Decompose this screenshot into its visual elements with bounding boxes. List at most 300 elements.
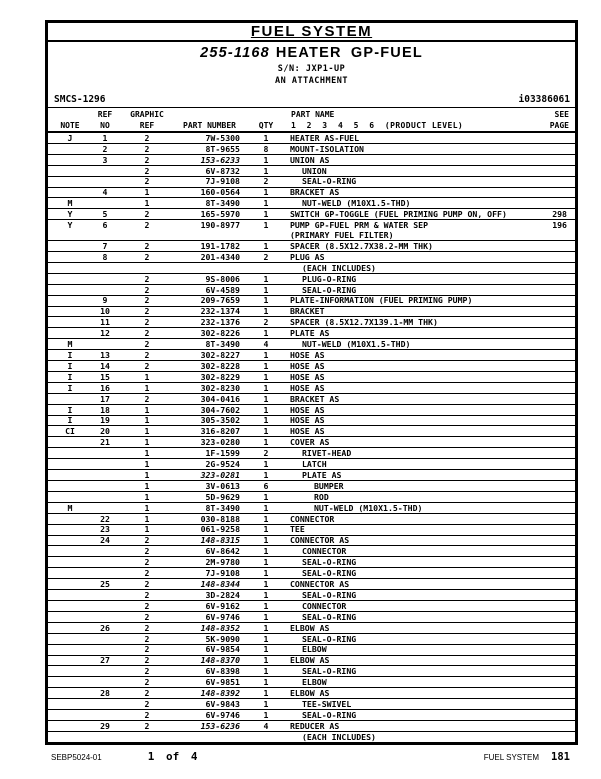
- ref-no-cell: [92, 198, 118, 208]
- see-page-cell: [521, 459, 575, 469]
- qty-cell: 1: [263, 491, 269, 502]
- graphic-ref-cell: 2: [144, 622, 150, 633]
- part-number-cell: 6V-9746: [205, 611, 240, 622]
- graphic-ref-cell: 2: [144, 295, 150, 306]
- graphic-ref-cell: 2: [144, 360, 150, 371]
- graphic-ref-cell: 2: [144, 579, 150, 589]
- see-page-cell: [521, 470, 575, 480]
- table-row: [48, 415, 575, 426]
- qty-cell: 1: [263, 622, 269, 633]
- part-name-cell: PLUG-O-RING: [302, 273, 357, 284]
- graphic-ref-cell: 1: [144, 491, 150, 502]
- section-title: FUEL SYSTEM: [250, 23, 373, 40]
- ref-no-cell: [92, 601, 118, 611]
- table-row: [48, 622, 575, 633]
- part-name-cell: SEAL-O-RING: [302, 633, 357, 644]
- graphic-ref-cell: 1: [144, 198, 150, 209]
- note-cell: [48, 155, 92, 165]
- part-number-cell: 153-6236: [200, 720, 240, 731]
- see-page-cell: [521, 252, 575, 262]
- graphic-ref-cell: 2: [144, 393, 150, 404]
- table-row: [48, 327, 575, 338]
- graphic-ref-cell: 2: [144, 600, 150, 611]
- note-cell: [48, 557, 92, 567]
- qty-cell: 1: [263, 557, 269, 568]
- part-number-cell: 5D-9629: [205, 491, 240, 502]
- qty-cell: 1: [263, 132, 269, 143]
- qty-cell: [243, 263, 289, 273]
- graphic-ref-cell: 1: [144, 502, 150, 513]
- ref-no-cell: 10: [100, 306, 110, 317]
- part-number-cell: 5K-9090: [205, 633, 240, 644]
- ref-no-cell: [92, 263, 118, 273]
- table-row: [48, 611, 575, 622]
- graphic-ref-cell: 1: [144, 480, 150, 491]
- part-name-cell: HOSE AS: [290, 426, 325, 437]
- part-name-cell: NUT-WELD (M10X1.5-THD): [302, 198, 411, 209]
- part-number-cell: 6V-4589: [205, 284, 240, 295]
- ref-no-cell: [92, 634, 118, 644]
- table-row: [48, 197, 575, 208]
- graphic-ref-cell: 1: [144, 524, 150, 535]
- part-number-cell: 2G-9524: [205, 459, 240, 470]
- see-page-cell: [521, 677, 575, 687]
- ref-no-cell: 15: [100, 371, 110, 382]
- see-page-cell: [521, 350, 575, 360]
- part-number-cell: 1F-1599: [205, 448, 240, 459]
- ref-no-cell: 24: [100, 535, 110, 546]
- graphic-ref-cell: 2: [144, 143, 150, 154]
- graphic-ref-cell: 2: [144, 709, 150, 720]
- col-header-part-number: PART NUMBER: [183, 121, 236, 130]
- see-page-cell: [521, 166, 575, 176]
- note-cell: [48, 307, 92, 317]
- table-row: [48, 176, 575, 187]
- ref-no-cell: [92, 503, 118, 513]
- ref-no-cell: [92, 612, 118, 622]
- graphic-ref-cell: 2: [144, 154, 150, 165]
- qty-cell: [243, 732, 289, 742]
- col-header-see: SEE: [554, 110, 569, 119]
- part-name-cell: ELBOW AS: [290, 655, 330, 666]
- part-number-cell: 302-8228: [200, 360, 240, 371]
- ref-no-cell: 9: [102, 295, 108, 306]
- page-title: [48, 45, 575, 61]
- ref-no-cell: [92, 557, 118, 567]
- see-page-cell: [521, 503, 575, 513]
- note-cell: [48, 448, 92, 458]
- part-number-cell: 6V-9843: [205, 698, 240, 709]
- table-row: [48, 371, 575, 382]
- part-name-cell: PLATE AS: [290, 328, 330, 339]
- ref-no-cell: [92, 177, 118, 187]
- part-number-cell: 302-8226: [200, 328, 240, 339]
- qty-cell: 1: [263, 579, 269, 589]
- part-name-cell: COVER AS: [290, 437, 330, 448]
- qty-cell: 1: [263, 677, 269, 688]
- qty-cell: 1: [263, 273, 269, 284]
- qty-cell: 8: [263, 143, 269, 154]
- qty-cell: [243, 230, 289, 240]
- part-name-cell: MOUNT-ISOLATION: [290, 143, 364, 154]
- table-row: [48, 436, 575, 447]
- part-name-cell: TEE: [290, 524, 305, 535]
- part-number-cell: 302-8227: [200, 349, 240, 360]
- graphic-ref-cell: 2: [144, 611, 150, 622]
- part-name-cell: (EACH INCLUDES): [302, 262, 376, 273]
- publication-code: SEBP5024-01: [51, 753, 102, 762]
- qty-cell: 1: [263, 220, 269, 231]
- table-row: [48, 143, 575, 154]
- part-name-cell: SEAL-O-RING: [302, 611, 357, 622]
- note-cell: [48, 623, 92, 633]
- qty-cell: 1: [263, 415, 269, 426]
- table-row: [48, 133, 575, 143]
- part-number-cell: 190-8977: [200, 220, 240, 231]
- graphic-ref-cell: 2: [144, 240, 150, 251]
- part-number-cell: 7J-9108: [205, 176, 240, 187]
- ref-no-cell: 6: [102, 220, 108, 231]
- part-number-cell: 165-5970: [200, 209, 240, 220]
- qty-cell: 1: [263, 600, 269, 611]
- ref-no-cell: 7: [102, 240, 108, 251]
- ref-no-cell: [92, 732, 118, 742]
- part-name-cell: HEATER AS-FUEL: [290, 132, 360, 143]
- parts-table-body: [48, 133, 575, 742]
- part-name-cell: HOSE AS: [290, 371, 325, 382]
- see-page-cell: [521, 492, 575, 502]
- part-name-cell: (PRIMARY FUEL FILTER): [290, 230, 394, 240]
- qty-cell: 2: [263, 251, 269, 262]
- graphic-ref-cell: 2: [144, 698, 150, 709]
- part-number-cell: [176, 230, 243, 240]
- part-number-cell: 302-8229: [200, 371, 240, 382]
- see-page-cell: [521, 514, 575, 524]
- part-name-cell: ELBOW: [302, 677, 327, 688]
- part-name-cell: PLATE AS: [302, 469, 342, 480]
- ref-no-cell: 13: [100, 349, 110, 360]
- part-name-cell: SEAL-O-RING: [302, 709, 357, 720]
- part-number-cell: 8T-3490: [205, 502, 240, 513]
- note-cell: [48, 688, 92, 698]
- note-cell: [48, 274, 92, 284]
- note-cell: I: [67, 371, 73, 382]
- ref-no-cell: [92, 166, 118, 176]
- qty-cell: 1: [263, 698, 269, 709]
- table-row: [48, 165, 575, 176]
- note-cell: J: [67, 132, 73, 143]
- part-number-cell: 6V-9162: [205, 600, 240, 611]
- qty-cell: 2: [263, 448, 269, 459]
- part-number-cell: 148-8370: [200, 655, 240, 666]
- qty-cell: 1: [263, 459, 269, 470]
- see-page-cell: [521, 623, 575, 633]
- table-row: [48, 698, 575, 709]
- col-header-see-page: PAGE: [549, 121, 569, 130]
- graphic-ref-cell: 2: [144, 317, 150, 328]
- qty-cell: 1: [263, 644, 269, 655]
- part-number-cell: 7W-5300: [205, 132, 240, 143]
- qty-cell: 1: [263, 655, 269, 666]
- table-row: [48, 262, 575, 273]
- note-cell: [48, 317, 92, 327]
- table-row: [48, 600, 575, 611]
- graphic-ref-cell: 2: [144, 251, 150, 262]
- part-number-cell: 8T-9655: [205, 143, 240, 154]
- see-page-cell: [521, 666, 575, 676]
- graphic-ref-cell: 2: [144, 589, 150, 600]
- table-row: [48, 644, 575, 655]
- note-cell: [48, 241, 92, 251]
- part-name-cell: SEAL-O-RING: [302, 557, 357, 568]
- part-name-cell: HOSE AS: [290, 404, 325, 415]
- qty-cell: 1: [263, 633, 269, 644]
- ref-no-cell: [92, 481, 118, 491]
- part-name-cell: NUT-WELD (M10X1.5-THD): [314, 502, 423, 513]
- qty-cell: 4: [263, 720, 269, 731]
- part-name-cell: ELBOW: [302, 644, 327, 655]
- ref-no-cell: 27: [100, 655, 110, 666]
- see-page-cell: [521, 133, 575, 143]
- document-subhead: [48, 42, 575, 86]
- graphic-ref-cell: 1: [144, 426, 150, 437]
- qty-cell: 1: [263, 437, 269, 448]
- ref-no-cell: 20: [100, 426, 110, 437]
- part-number-cell: 8T-3490: [205, 339, 240, 350]
- note-cell: [48, 188, 92, 198]
- serial-number-line: S/N: JXP1-UP: [277, 64, 346, 74]
- part-number-cell: 304-0416: [200, 393, 240, 404]
- part-name-cell: BRACKET AS: [290, 187, 340, 198]
- note-cell: [48, 677, 92, 687]
- part-name-cell: ELBOW AS: [290, 688, 330, 699]
- ref-no-cell: [92, 492, 118, 502]
- graphic-ref-cell: 1: [144, 448, 150, 459]
- qty-cell: 1: [263, 240, 269, 251]
- ref-no-cell: 23: [100, 524, 110, 535]
- see-page-cell: [521, 601, 575, 611]
- table-row: [48, 208, 575, 219]
- see-page-cell: [521, 579, 575, 589]
- part-number-cell: 148-8352: [200, 622, 240, 633]
- qty-cell: 2: [263, 176, 269, 187]
- part-name-cell: RIVET-HEAD: [302, 448, 352, 459]
- part-number-cell: 6V-9746: [205, 709, 240, 720]
- part-name-cell: SPACER (8.5X12.7X38.2-MM THK): [290, 240, 433, 251]
- part-name-cell: SPACER (8.5X12.7X139.1-MM THK): [290, 317, 438, 328]
- see-page-cell: 298: [552, 209, 567, 220]
- graphic-ref-cell: 1: [144, 415, 150, 426]
- ref-no-cell: 1: [102, 132, 108, 143]
- see-page-cell: [521, 546, 575, 556]
- table-row: [48, 567, 575, 578]
- see-page-cell: [521, 568, 575, 578]
- qty-cell: 1: [263, 524, 269, 535]
- ref-no-cell: [92, 568, 118, 578]
- part-name-cell: SEAL-O-RING: [302, 284, 357, 295]
- table-row: [48, 458, 575, 469]
- note-cell: [48, 470, 92, 480]
- media-number: i03386061: [518, 94, 570, 105]
- part-name-cell: BRACKET AS: [290, 393, 340, 404]
- graphic-ref-cell: 2: [144, 220, 150, 231]
- table-row: [48, 425, 575, 436]
- note-cell: [48, 144, 92, 154]
- see-page-cell: [521, 481, 575, 491]
- see-page-cell: [521, 263, 575, 273]
- graphic-ref-cell: 2: [144, 655, 150, 666]
- note-cell: [48, 514, 92, 524]
- table-row: [48, 720, 575, 731]
- qty-cell: 1: [263, 502, 269, 513]
- qty-cell: 1: [263, 666, 269, 677]
- part-number-cell: 9S-8006: [205, 273, 240, 284]
- graphic-ref-cell: 2: [144, 535, 150, 546]
- see-page-cell: [521, 198, 575, 208]
- graphic-ref-cell: 2: [144, 666, 150, 677]
- part-number-cell: 191-1782: [200, 240, 240, 251]
- part-number-cell: 304-7602: [200, 404, 240, 415]
- part-name-cell: HOSE AS: [290, 382, 325, 393]
- see-page-cell: [521, 645, 575, 655]
- table-row: [48, 154, 575, 165]
- note-cell: [48, 459, 92, 469]
- qty-cell: 1: [263, 589, 269, 600]
- qty-cell: 1: [263, 284, 269, 295]
- note-cell: [48, 579, 92, 589]
- part-number-cell: 3V-0613: [205, 480, 240, 491]
- see-page-cell: [521, 536, 575, 546]
- see-page-cell: 196: [552, 220, 567, 231]
- attachment-line: AN ATTACHMENT: [274, 76, 349, 86]
- note-cell: [48, 732, 92, 742]
- see-page-cell: [521, 448, 575, 458]
- ref-no-cell: [92, 274, 118, 284]
- qty-cell: 1: [263, 469, 269, 480]
- note-cell: [48, 263, 92, 273]
- see-page-cell: [521, 710, 575, 720]
- table-row: [48, 393, 575, 404]
- note-cell: [48, 285, 92, 295]
- note-cell: [48, 666, 92, 676]
- ref-no-cell: [92, 339, 118, 349]
- part-number-cell: 316-8207: [200, 426, 240, 437]
- part-number-cell: 148-8344: [200, 579, 240, 589]
- qty-cell: 1: [263, 187, 269, 198]
- part-name-cell: NUT-WELD (M10X1.5-THD): [302, 339, 411, 350]
- ref-no-cell: [92, 470, 118, 480]
- table-row: [48, 187, 575, 198]
- qty-cell: 1: [263, 568, 269, 579]
- section-title-bar: [48, 23, 575, 42]
- table-row: [48, 469, 575, 480]
- graphic-ref-cell: [118, 230, 176, 240]
- ref-no-cell: 5: [102, 209, 108, 220]
- part-name-cell: SWITCH GP-TOGGLE (FUEL PRIMING PUMP ON, OFF): [290, 209, 507, 220]
- see-page-cell: [521, 177, 575, 187]
- note-cell: CI: [65, 426, 75, 437]
- part-name-cell: UNION AS: [290, 154, 330, 165]
- part-name-cell: PLATE-INFORMATION (FUEL PRIMING PUMP): [290, 295, 473, 306]
- part-number-cell: 2M-9780: [205, 557, 240, 568]
- ref-no-cell: 17: [100, 393, 110, 404]
- graphic-ref-cell: 1: [144, 469, 150, 480]
- part-number-cell: 6V-9854: [205, 644, 240, 655]
- ref-no-cell: [92, 590, 118, 600]
- table-row: [48, 535, 575, 546]
- note-cell: [48, 601, 92, 611]
- graphic-ref-cell: 2: [144, 306, 150, 317]
- graphic-ref-cell: 2: [144, 688, 150, 699]
- page-footer: [45, 750, 578, 763]
- note-cell: [48, 568, 92, 578]
- table-row: [48, 578, 575, 589]
- sheet-count: 1 of 4: [147, 750, 198, 763]
- graphic-ref-cell: 1: [144, 187, 150, 198]
- graphic-ref-cell: 2: [144, 720, 150, 731]
- note-cell: [48, 536, 92, 546]
- part-number-cell: 302-8230: [200, 382, 240, 393]
- part-number-cell: 323-0280: [200, 437, 240, 448]
- graphic-ref-cell: 2: [144, 284, 150, 295]
- ref-no-cell: 19: [100, 415, 110, 426]
- ref-no-cell: 25: [100, 579, 110, 589]
- qty-cell: 4: [263, 339, 269, 350]
- part-name-cell: ROD: [314, 491, 329, 502]
- see-page-cell: [521, 405, 575, 415]
- table-row: [48, 524, 575, 535]
- part-name-cell: CONNECTOR AS: [290, 535, 350, 546]
- note-cell: [48, 656, 92, 666]
- table-row: [48, 502, 575, 513]
- qty-cell: 1: [263, 688, 269, 699]
- table-row: [48, 709, 575, 720]
- graphic-ref-cell: [118, 732, 176, 742]
- note-cell: [48, 492, 92, 502]
- see-page-cell: [521, 155, 575, 165]
- ref-no-cell: 12: [100, 328, 110, 339]
- note-cell: M: [67, 198, 73, 209]
- note-cell: M: [67, 339, 73, 350]
- part-number-cell: 148-8392: [200, 688, 240, 699]
- part-name-cell: REDUCER AS: [290, 720, 340, 731]
- ref-no-cell: 29: [100, 720, 110, 731]
- graphic-ref-cell: 2: [144, 568, 150, 579]
- part-number-cell: 6V-9851: [205, 677, 240, 688]
- qty-cell: 1: [263, 535, 269, 546]
- graphic-ref-cell: 2: [144, 339, 150, 350]
- table-row: [48, 491, 575, 502]
- ref-no-cell: [92, 666, 118, 676]
- part-name-cell: BUMPER: [314, 480, 344, 491]
- part-name-cell: SEAL-O-RING: [302, 589, 357, 600]
- table-row: [48, 687, 575, 698]
- part-number-cell: 3D-2824: [205, 589, 240, 600]
- note-cell: [48, 546, 92, 556]
- qty-cell: 1: [263, 382, 269, 393]
- graphic-ref-cell: [118, 263, 176, 273]
- part-number-cell: 6V-8732: [205, 165, 240, 176]
- see-page-cell: [521, 188, 575, 198]
- qty-cell: 1: [263, 404, 269, 415]
- part-name-cell: SEAL-O-RING: [302, 176, 357, 187]
- part-name-cell: SEAL-O-RING: [302, 568, 357, 579]
- graphic-ref-cell: 2: [144, 165, 150, 176]
- qty-cell: 1: [263, 154, 269, 165]
- part-number-cell: 232-1374: [200, 306, 240, 317]
- note-cell: M: [67, 502, 73, 513]
- smcs-row: [48, 94, 575, 108]
